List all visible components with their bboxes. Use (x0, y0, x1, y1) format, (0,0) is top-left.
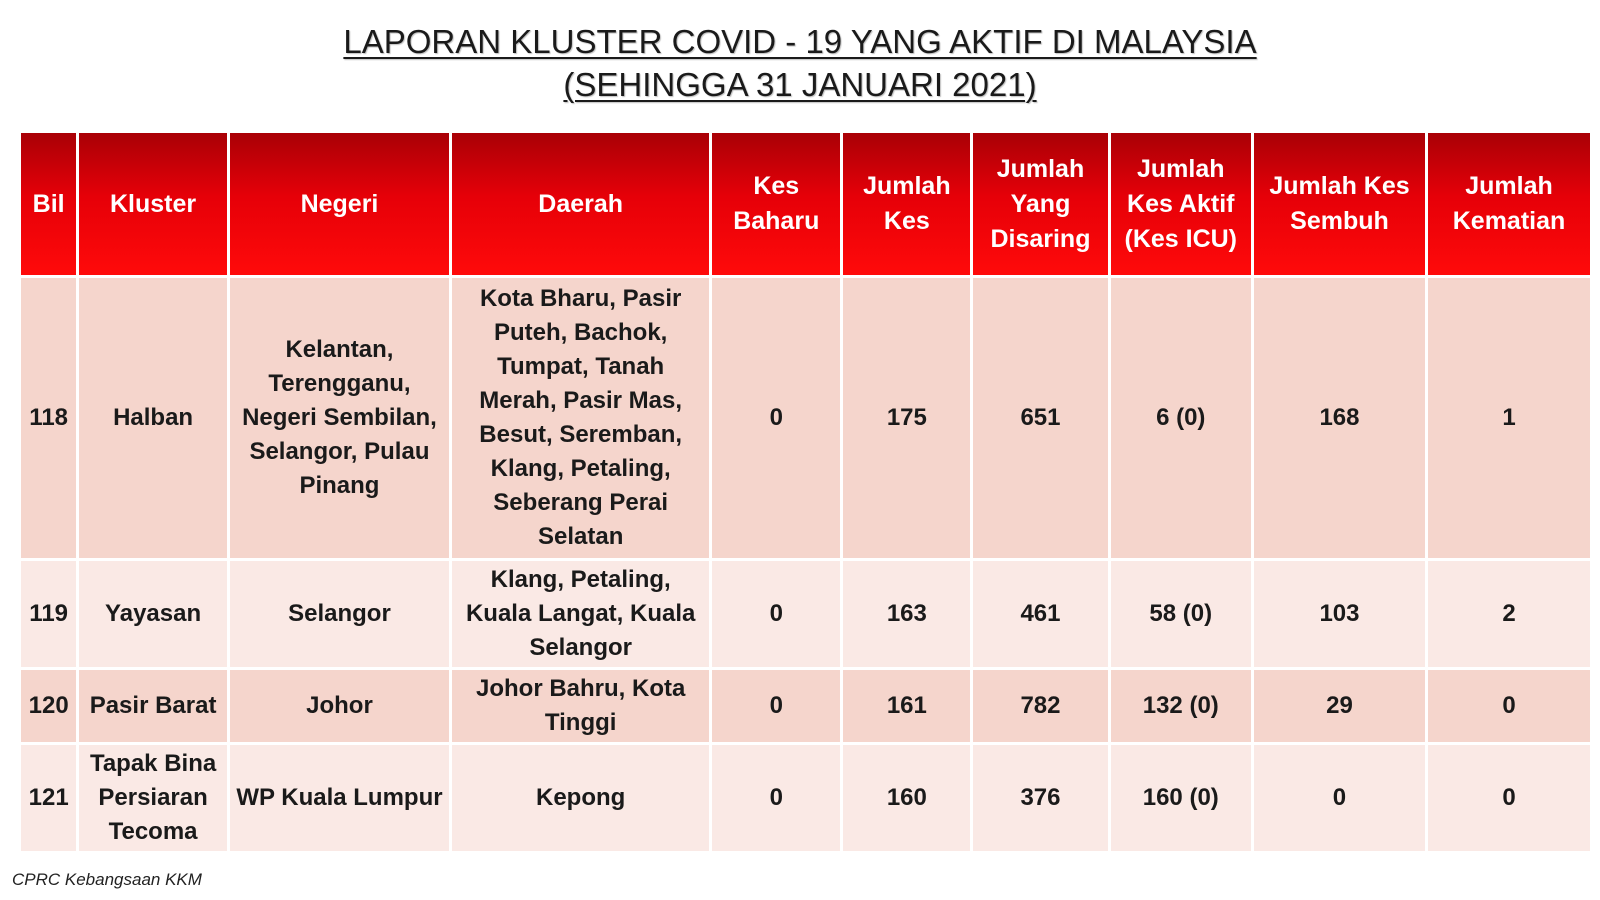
cell-jumlah-sembuh: 168 (1254, 278, 1425, 558)
cell-jumlah-disaring: 651 (973, 278, 1107, 558)
cell-kes-baharu: 0 (712, 278, 840, 558)
cell-negeri: Selangor (230, 561, 449, 667)
cell-kluster: Pasir Barat (79, 670, 227, 742)
cell-bil: 120 (21, 670, 76, 742)
header-kluster: Kluster (79, 133, 227, 275)
cell-daerah: Johor Bahru, Kota Tinggi (452, 670, 709, 742)
header-jumlah-kes: Jumlah Kes (843, 133, 970, 275)
cell-jumlah-aktif: 6 (0) (1111, 278, 1251, 558)
table-row (21, 278, 1590, 558)
title-line-1: LAPORAN KLUSTER COVID - 19 YANG AKTIF DI MALAYSIA (343, 23, 1257, 60)
cell-jumlah-kematian: 0 (1428, 670, 1590, 742)
cell-jumlah-kes: 161 (843, 670, 970, 742)
report-title (0, 20, 1600, 106)
header-negeri: Negeri (230, 133, 449, 275)
cell-daerah: Kepong (452, 745, 709, 851)
header-kes-baharu: Kes Baharu (712, 133, 840, 275)
header-jumlah-aktif: Jumlah Kes Aktif (Kes ICU) (1111, 133, 1251, 275)
table-row (21, 745, 1590, 851)
cell-daerah: Klang, Petaling, Kuala Langat, Kuala Selangor (452, 561, 709, 667)
cell-jumlah-kematian: 1 (1428, 278, 1590, 558)
cell-jumlah-kes: 163 (843, 561, 970, 667)
cell-negeri: WP Kuala Lumpur (230, 745, 449, 851)
header-jumlah-kematian: Jumlah Kematian (1428, 133, 1590, 275)
cell-jumlah-kematian: 0 (1428, 745, 1590, 851)
header-daerah: Daerah (452, 133, 709, 275)
cell-kes-baharu: 0 (712, 561, 840, 667)
cell-jumlah-aktif: 132 (0) (1111, 670, 1251, 742)
cell-bil: 121 (21, 745, 76, 851)
cell-jumlah-sembuh: 103 (1254, 561, 1425, 667)
source-footer: CPRC Kebangsaan KKM (12, 870, 202, 889)
cell-jumlah-kematian: 2 (1428, 561, 1590, 667)
table-row (21, 561, 1590, 667)
title-line-2: (SEHINGGA 31 JANUARI 2021) (563, 66, 1037, 103)
cluster-table (18, 130, 1593, 854)
cell-kluster: Yayasan (79, 561, 227, 667)
header-jumlah-sembuh: Jumlah Kes Sembuh (1254, 133, 1425, 275)
cell-jumlah-sembuh: 0 (1254, 745, 1425, 851)
header-jumlah-disaring: Jumlah Yang Disaring (973, 133, 1107, 275)
header-row (21, 133, 1590, 275)
table-row (21, 670, 1590, 742)
cell-jumlah-disaring: 782 (973, 670, 1107, 742)
cell-kes-baharu: 0 (712, 745, 840, 851)
cell-jumlah-disaring: 376 (973, 745, 1107, 851)
cell-bil: 119 (21, 561, 76, 667)
cell-daerah: Kota Bharu, Pasir Puteh, Bachok, Tumpat, Tanah Merah, Pasir Mas, Besut, Seremban, Klang, Petaling, Seberang Perai Selatan (452, 278, 709, 558)
cell-kes-baharu: 0 (712, 670, 840, 742)
cell-jumlah-kes: 160 (843, 745, 970, 851)
cell-jumlah-disaring: 461 (973, 561, 1107, 667)
cell-negeri: Johor (230, 670, 449, 742)
cell-kluster: Tapak Bina Persiaran Tecoma (79, 745, 227, 851)
cell-jumlah-kes: 175 (843, 278, 970, 558)
cell-kluster: Halban (79, 278, 227, 558)
cell-bil: 118 (21, 278, 76, 558)
cell-jumlah-aktif: 58 (0) (1111, 561, 1251, 667)
cell-jumlah-sembuh: 29 (1254, 670, 1425, 742)
header-bil: Bil (21, 133, 76, 275)
cell-jumlah-aktif: 160 (0) (1111, 745, 1251, 851)
cell-negeri: Kelantan, Terengganu, Negeri Sembilan, Selangor, Pulau Pinang (230, 278, 449, 558)
